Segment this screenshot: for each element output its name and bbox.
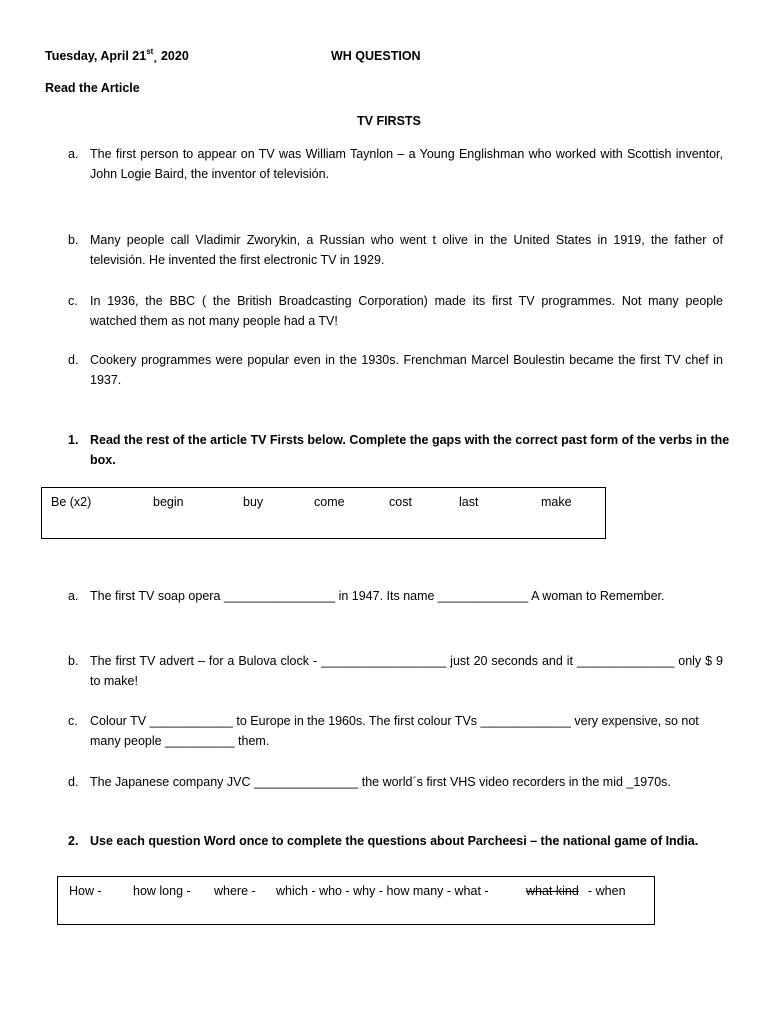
question-word: how long - <box>133 884 191 898</box>
item-line-1: The Japanese company JVC _______________ the world´s first VHS video recorders in the mid _1970s. <box>90 775 671 789</box>
page-title: WH QUESTION <box>331 49 421 63</box>
item-label: d. <box>68 775 79 789</box>
exercise-2-text: Use each question Word once to complete the questions about Parcheesi – the national game of India. <box>90 834 699 848</box>
item-line-1: Colour TV ____________ to Europe in the 1960s. The first colour TVs _____________ very expensive, so not <box>90 714 699 728</box>
verb-item: buy <box>243 495 264 509</box>
item-label: a. <box>68 589 79 603</box>
date-line <box>45 48 189 64</box>
verb-item: make <box>541 495 572 509</box>
verb-box <box>41 487 606 539</box>
article-title: TV FIRSTS <box>357 114 421 128</box>
question-word: which - who - why - how many - what - <box>276 884 489 898</box>
item-line-1: The first TV soap opera ________________ in 1947. Its name _____________ A woman to Remember. <box>90 589 665 603</box>
question-word-struck: what kind <box>526 884 579 898</box>
exercise-1-line-2: box. <box>90 453 116 467</box>
item-label: c. <box>68 294 78 308</box>
item-label: b. <box>68 654 79 668</box>
date-suffix: ¸ 2020 <box>153 49 189 63</box>
read-instruction: Read the Article <box>45 81 140 95</box>
item-line-2: to make! <box>90 674 138 688</box>
question-word-box <box>57 876 655 925</box>
item-line-2: John Logie Baird, the inventor of televisión. <box>90 167 330 181</box>
item-line-1: Cookery programmes were popular even in the 1930s. Frenchman Marcel Boulestin became the first TV chef in <box>90 353 723 367</box>
verb-item: come <box>314 495 345 509</box>
item-line-2: watched them as not many people had a TV! <box>90 314 338 328</box>
item-line-2: 1937. <box>90 373 122 387</box>
question-word: where - <box>214 884 256 898</box>
item-line-1: The first person to appear on TV was William Taynlon – a Young Englishman who worked with Scottish inventor, <box>90 147 723 161</box>
exercise-number: 1. <box>68 433 79 447</box>
verb-item: Be (x2) <box>51 495 92 509</box>
verb-item: last <box>459 495 479 509</box>
item-line-2: televisión. He invented the first electronic TV in 1929. <box>90 253 385 267</box>
item-label: c. <box>68 714 78 728</box>
item-label: b. <box>68 233 79 247</box>
item-line-1: The first TV advert – for a Bulova clock - __________________ just 20 seconds and it ______________ only $ 9 <box>90 654 723 668</box>
question-word: How - <box>69 884 102 898</box>
exercise-1-line-1: Read the rest of the article TV Firsts below. Complete the gaps with the correct past form of the verbs in the <box>90 433 730 447</box>
exercise-number: 2. <box>68 834 79 848</box>
item-line-2: many people __________ them. <box>90 734 270 748</box>
item-label: d. <box>68 353 79 367</box>
item-label: a. <box>68 147 79 161</box>
verb-item: cost <box>389 495 412 509</box>
item-line-1: In 1936, the BBC ( the British Broadcasting Corporation) made its first TV programmes. Not many people <box>90 294 723 308</box>
question-word: - when <box>588 884 626 898</box>
item-line-1: Many people call Vladimir Zworykin, a Russian who went t olive in the United States in 1919, the father of <box>90 233 723 247</box>
verb-item: begin <box>153 495 184 509</box>
date-prefix: Tuesday, April 21 <box>45 49 147 63</box>
date-superscript: st <box>146 47 154 56</box>
